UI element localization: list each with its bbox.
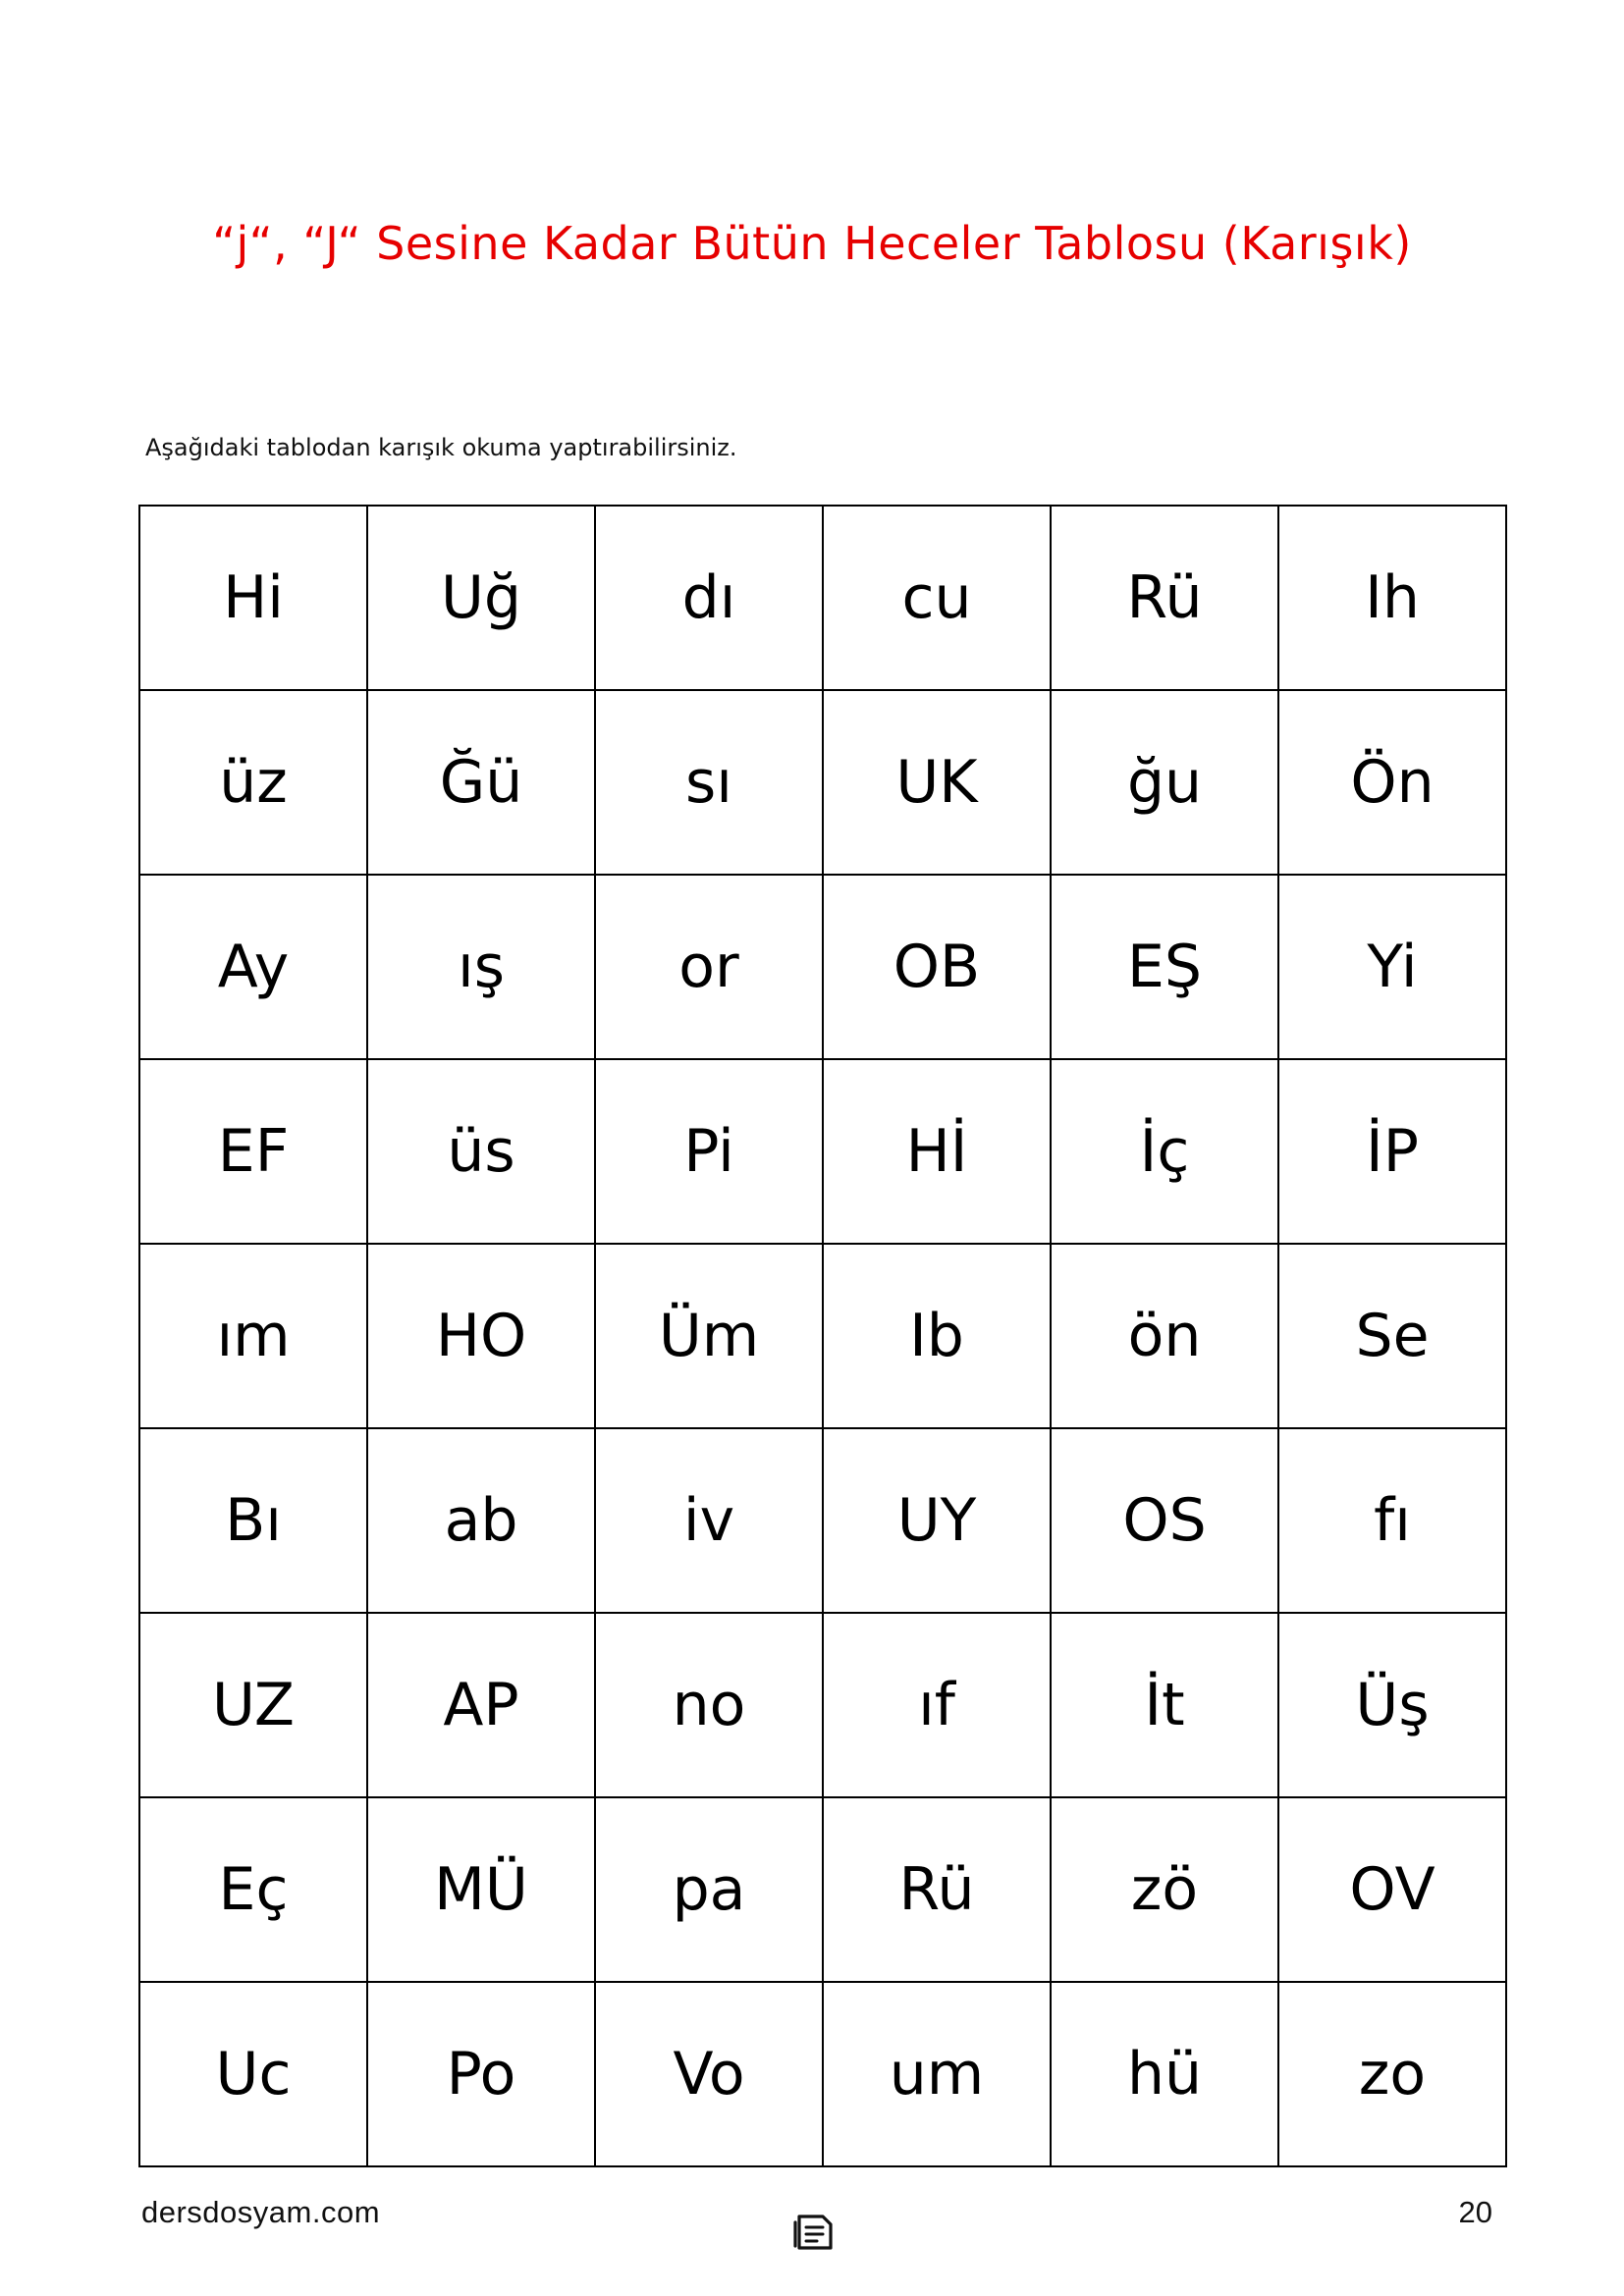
syllable-cell: um xyxy=(823,1982,1051,2166)
instruction-text: Aşağıdaki tablodan karışık okuma yaptırabilirsiniz. xyxy=(145,434,737,461)
table-row xyxy=(139,1613,1506,1797)
table-row xyxy=(139,1428,1506,1613)
syllable-table xyxy=(138,505,1507,2167)
syllable-cell: Üş xyxy=(1278,1613,1506,1797)
syllable-cell: Hi xyxy=(139,506,367,690)
syllable-cell: AP xyxy=(367,1613,595,1797)
syllable-cell: Ay xyxy=(139,875,367,1059)
syllable-cell: ğu xyxy=(1051,690,1278,875)
syllable-cell: iv xyxy=(595,1428,823,1613)
page-number: 20 xyxy=(1458,2195,1492,2229)
syllable-cell: OV xyxy=(1278,1797,1506,1982)
syllable-cell: MÜ xyxy=(367,1797,595,1982)
syllable-cell: Po xyxy=(367,1982,595,2166)
syllable-cell: ış xyxy=(367,875,595,1059)
syllable-cell: HO xyxy=(367,1244,595,1428)
syllable-cell: pa xyxy=(595,1797,823,1982)
syllable-cell: OB xyxy=(823,875,1051,1059)
syllable-cell: ıf xyxy=(823,1613,1051,1797)
syllable-cell: Bı xyxy=(139,1428,367,1613)
syllable-cell: or xyxy=(595,875,823,1059)
syllable-cell: Ib xyxy=(823,1244,1051,1428)
syllable-cell: üz xyxy=(139,690,367,875)
syllable-cell: zo xyxy=(1278,1982,1506,2166)
table-row xyxy=(139,1982,1506,2166)
syllable-cell: sı xyxy=(595,690,823,875)
syllable-cell: UK xyxy=(823,690,1051,875)
syllable-cell: Pi xyxy=(595,1059,823,1244)
syllable-cell: ım xyxy=(139,1244,367,1428)
syllable-cell: Ih xyxy=(1278,506,1506,690)
table-row xyxy=(139,875,1506,1059)
syllable-cell: Rü xyxy=(1051,506,1278,690)
syllable-cell: dı xyxy=(595,506,823,690)
syllable-cell: no xyxy=(595,1613,823,1797)
syllable-cell: İç xyxy=(1051,1059,1278,1244)
syllable-cell: Üm xyxy=(595,1244,823,1428)
syllable-cell: Uğ xyxy=(367,506,595,690)
syllable-cell: Ön xyxy=(1278,690,1506,875)
syllable-cell: İP xyxy=(1278,1059,1506,1244)
syllable-cell: İt xyxy=(1051,1613,1278,1797)
syllable-cell: ab xyxy=(367,1428,595,1613)
table-row xyxy=(139,690,1506,875)
table-row xyxy=(139,1244,1506,1428)
syllable-cell: zö xyxy=(1051,1797,1278,1982)
table-row xyxy=(139,506,1506,690)
syllable-cell: UZ xyxy=(139,1613,367,1797)
syllable-cell: Ğü xyxy=(367,690,595,875)
syllable-cell: ön xyxy=(1051,1244,1278,1428)
syllable-cell: Eç xyxy=(139,1797,367,1982)
syllable-cell: Yi xyxy=(1278,875,1506,1059)
syllable-cell: UY xyxy=(823,1428,1051,1613)
footer-site-name: dersdosyam.com xyxy=(141,2195,381,2229)
syllable-cell: Rü xyxy=(823,1797,1051,1982)
syllable-cell: Hİ xyxy=(823,1059,1051,1244)
syllable-cell: fı xyxy=(1278,1428,1506,1613)
syllable-cell: EF xyxy=(139,1059,367,1244)
syllable-cell: hü xyxy=(1051,1982,1278,2166)
syllable-cell: Se xyxy=(1278,1244,1506,1428)
syllable-cell: OS xyxy=(1051,1428,1278,1613)
table-row xyxy=(139,1797,1506,1982)
page-title: “j“, “J“ Sesine Kadar Bütün Heceler Tablosu (Karışık) xyxy=(212,217,1412,270)
syllable-cell: cu xyxy=(823,506,1051,690)
table-row xyxy=(139,1059,1506,1244)
syllable-cell: EŞ xyxy=(1051,875,1278,1059)
syllable-cell: üs xyxy=(367,1059,595,1244)
syllable-cell: Vo xyxy=(595,1982,823,2166)
document-lines-icon xyxy=(793,2213,837,2252)
syllable-cell: Uc xyxy=(139,1982,367,2166)
